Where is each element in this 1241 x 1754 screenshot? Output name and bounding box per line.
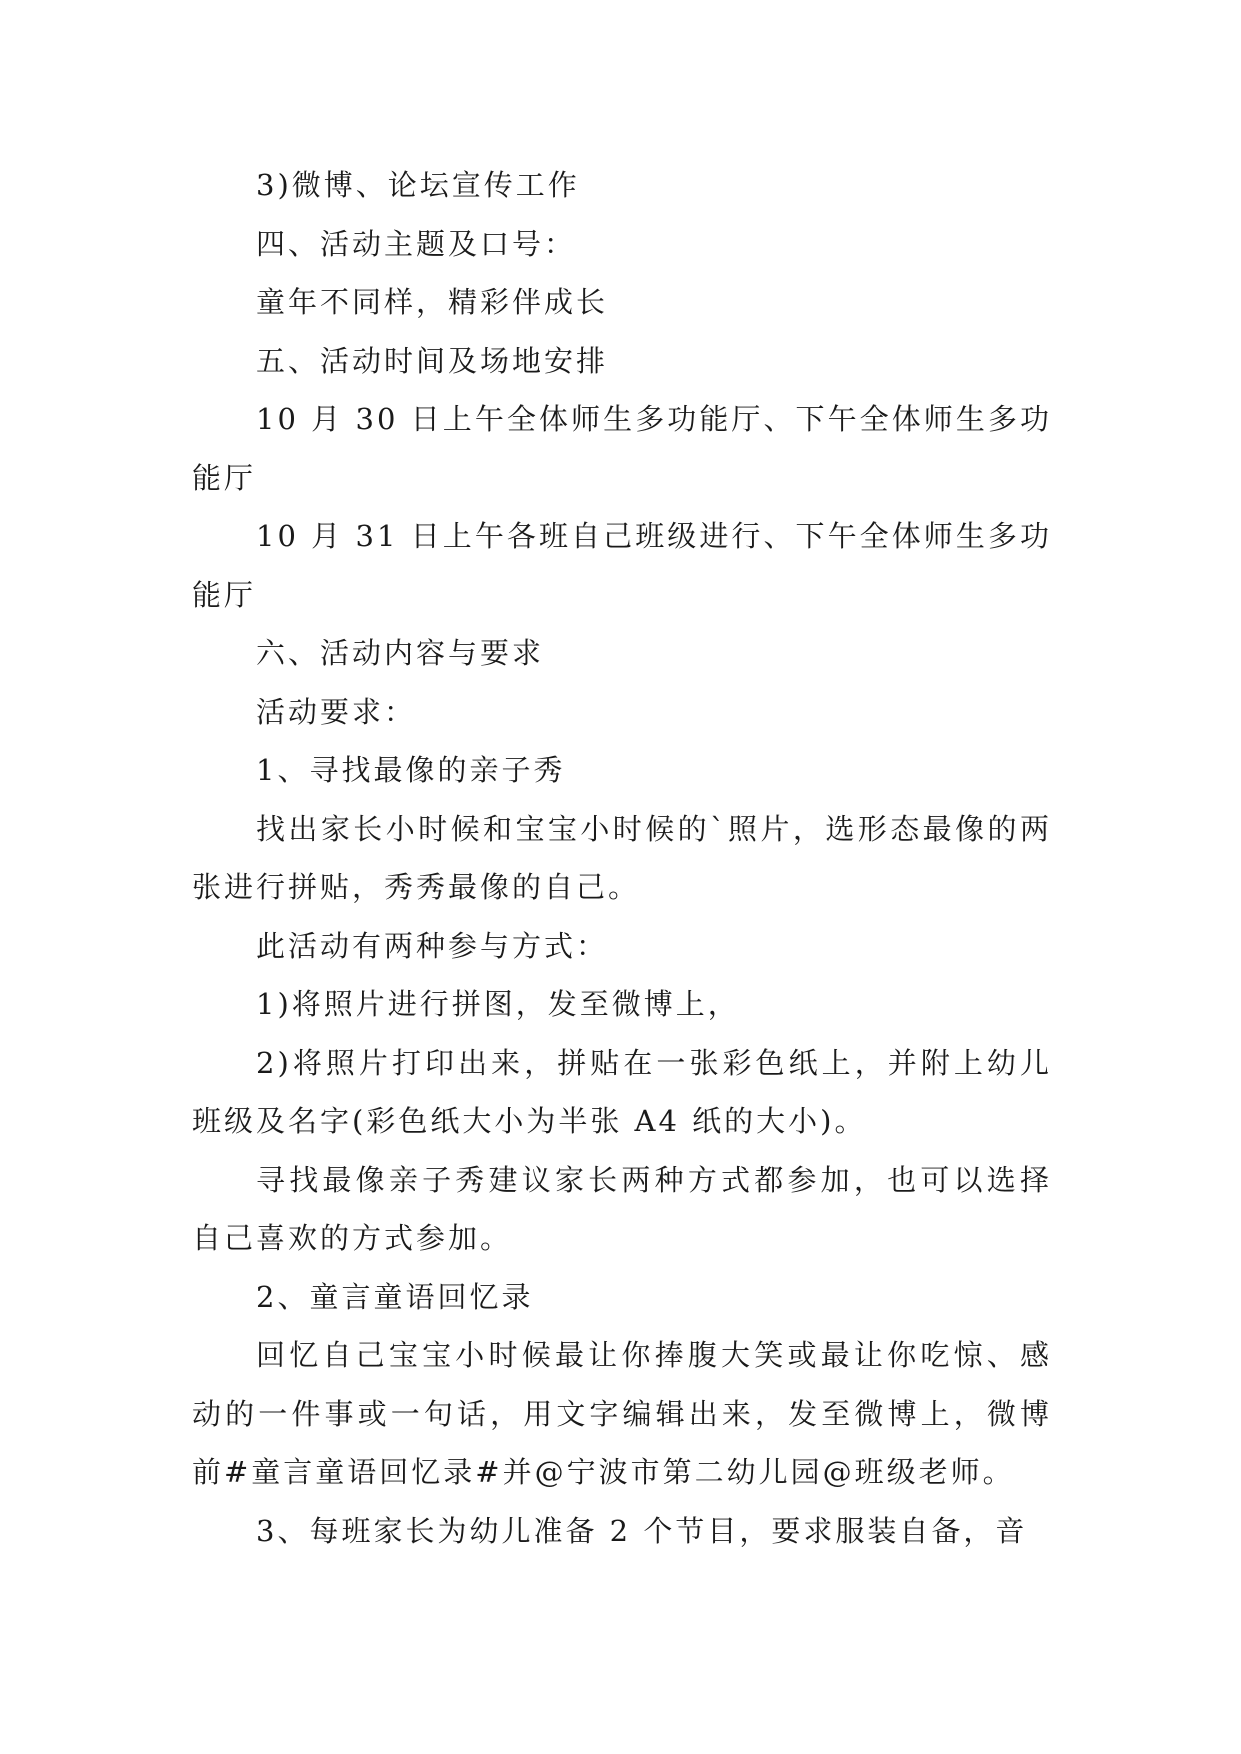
item-memoir: 2、童言童语回忆录 — [256, 1279, 534, 1314]
paragraph-requirements-label: 活动要求： — [256, 694, 417, 729]
paragraph-weibo-forum-promotion: 3)微博、论坛宣传工作 — [256, 168, 580, 202]
paragraph-schedule-oct-30: 10 月 30 日上午全体师生多功能厅、下午全体师生多功能厅 — [192, 402, 1052, 495]
paragraph-memoir-details: 回忆自己宝宝小时候最让你捧腹大笑或最让你吃惊、感动的一件事或一句话，用文字编辑出来，发至微博上，微博前#童言童语回忆录#并@宁波市第二幼儿园@班级老师。 — [192, 1338, 1052, 1489]
item-class-performances: 3、每班家长为幼儿准备 2 个节目，要求服装自备，音 — [256, 1513, 1028, 1548]
item-method-2: 2)将照片打印出来，拼贴在一张彩色纸上，并附上幼儿班级及名字(彩色纸大小为半张 A4 纸的大小)。 — [192, 1045, 1052, 1138]
heading-theme-and-slogan: 四、活动主题及口号： — [256, 226, 577, 261]
item-method-1: 1)将照片进行拼图，发至微博上， — [256, 987, 740, 1021]
item-parent-child-show: 1、寻找最像的亲子秀 — [256, 753, 566, 787]
paragraph-photo-collage: 找出家长小时候和宝宝小时候的`照片，选形态最像的两张进行拼贴，秀秀最像的自己。 — [192, 811, 1052, 904]
paragraph-slogan: 童年不同样，精彩伴成长 — [256, 285, 609, 319]
paragraph-participation-methods: 此活动有两种参与方式： — [256, 928, 609, 963]
paragraph-schedule-oct-31: 10 月 31 日上午各班自己班级进行、下午全体师生多功能厅 — [192, 519, 1052, 612]
document-body — [192, 156, 1052, 1560]
paragraph-suggestion: 寻找最像亲子秀建议家长两种方式都参加，也可以选择自己喜欢的方式参加。 — [192, 1162, 1052, 1255]
heading-content-and-requirements: 六、活动内容与要求 — [256, 636, 545, 670]
heading-time-and-venue: 五、活动时间及场地安排 — [256, 343, 609, 378]
